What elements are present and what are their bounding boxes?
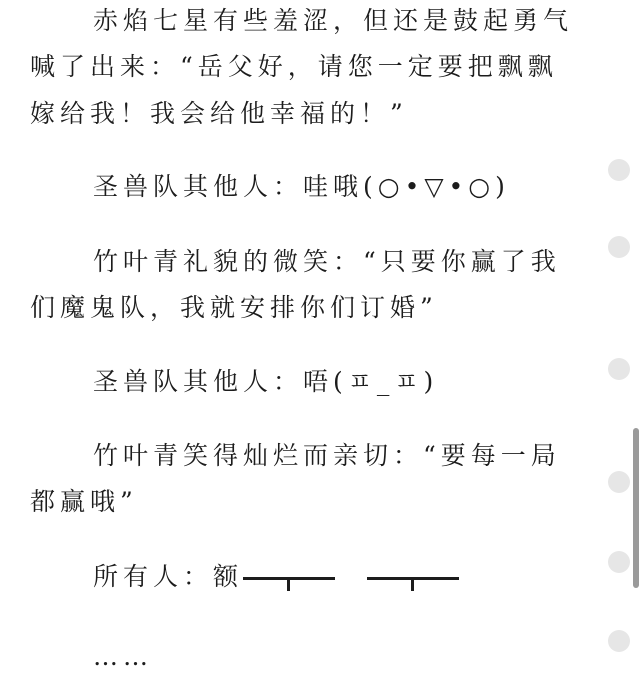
paragraph-line-2: 喊了出来：“岳父好，请您一定要把飘飘 <box>30 52 558 81</box>
side-dot-5[interactable] <box>608 551 630 573</box>
paragraph-line-10-text: 所有人：额 <box>93 562 244 591</box>
paragraph-line-9: 都赢哦” <box>30 487 138 516</box>
side-dot-2[interactable] <box>608 236 630 258</box>
paragraph-line-3: 嫁给我！我会给他幸福的！” <box>30 99 408 128</box>
side-dot-1[interactable] <box>608 159 630 181</box>
side-dot-4[interactable] <box>608 471 630 493</box>
side-dot-6[interactable] <box>608 630 630 652</box>
scrollbar-track[interactable] <box>632 0 640 699</box>
paragraph-line-5: 竹叶青礼貌的微笑：“只要你赢了我 <box>93 247 561 276</box>
t-shape-emoticon-right <box>367 567 463 591</box>
t-shape-emoticon-left <box>243 567 339 591</box>
paragraph-line-10 <box>93 560 463 594</box>
side-dot-3[interactable] <box>608 358 630 380</box>
paragraph-line-8: 竹叶青笑得灿烂而亲切：“要每一局 <box>93 441 561 470</box>
paragraph-line-6: 们魔鬼队，我就安排你们订婚” <box>30 293 438 322</box>
paragraph-line-4: 圣兽队其他人：哇哦(○•▽•○) <box>93 172 510 201</box>
scrollbar-thumb[interactable] <box>633 428 639 588</box>
paragraph-line-1: 赤焰七星有些羞涩，但还是鼓起勇气 <box>93 6 574 35</box>
paragraph-line-11: …… <box>93 642 153 671</box>
paragraph-line-7: 圣兽队其他人：唔(ㅍ_ㅍ) <box>93 367 439 396</box>
